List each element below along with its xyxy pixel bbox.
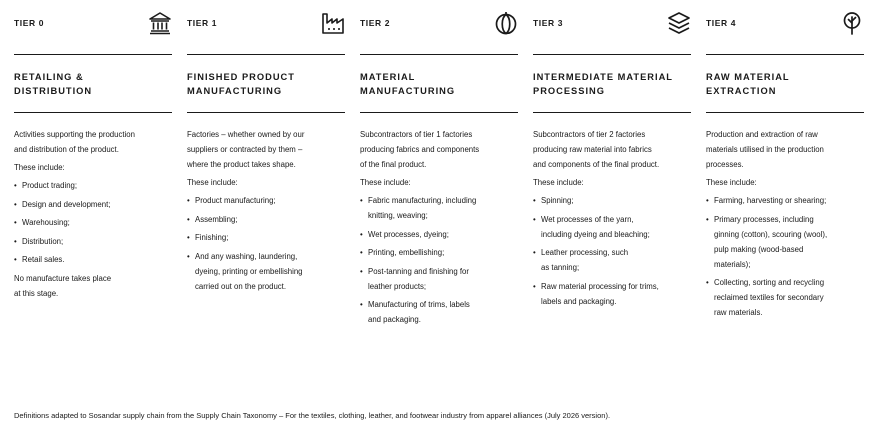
tier-heading: RAW MATERIAL EXTRACTION	[706, 72, 790, 96]
includes-list	[706, 193, 864, 320]
cotton-boll-icon	[494, 11, 518, 35]
tier-description	[533, 127, 691, 312]
top-divider	[706, 54, 864, 55]
list-item: • Post-tanning and finishing for leather products;	[360, 264, 518, 294]
heading-divider	[187, 112, 345, 113]
list-item: • Wet processes of the yarn, including dyeing and bleaching;	[533, 212, 691, 242]
includes-label: These include:	[187, 178, 238, 187]
list-item: • Primary processes, including ginning (cotton), scouring (wool), pulp making (wood-based materials);	[706, 212, 864, 272]
tier-4-column	[706, 0, 864, 400]
tier-heading: FINISHED PRODUCT MANUFACTURING	[187, 72, 295, 96]
includes-label: These include:	[14, 163, 65, 172]
tier-header	[187, 10, 345, 36]
note-text: No manufacture takes place at this stage.	[14, 273, 112, 298]
includes-label: These include:	[706, 178, 757, 187]
tier-2-column	[360, 0, 518, 400]
list-item: • Assembling;	[187, 212, 345, 227]
list-item: • Wet processes, dyeing;	[360, 227, 518, 242]
list-item: • Leather processing, such as tanning;	[533, 245, 691, 275]
top-divider	[187, 54, 345, 55]
list-item: • And any washing, laundering, dyeing, printing or embellishing carried out on the product.	[187, 249, 345, 294]
tier-label: TIER 2	[360, 18, 391, 28]
includes-label: These include:	[360, 178, 411, 187]
heading-divider	[533, 112, 691, 113]
tier-columns	[14, 0, 865, 400]
includes-list	[187, 193, 345, 294]
list-item: • Design and development;	[14, 197, 172, 212]
factory-icon	[321, 11, 345, 35]
top-divider	[360, 54, 518, 55]
intro-text: Subcontractors of tier 1 factories producing fabrics and components of the final product.	[360, 130, 480, 169]
tier-description	[360, 127, 518, 331]
list-item: • Spinning;	[533, 193, 691, 208]
bank-building-icon	[148, 11, 172, 35]
source-footnote: Definitions adapted to Sosandar supply chain from the Supply Chain Taxonomy – For the textiles, clothing, leather, and footwear industry from apparel alliances (July 2026 version).	[14, 411, 611, 420]
includes-list	[14, 178, 172, 267]
list-item: • Fabric manufacturing, including knitting, weaving;	[360, 193, 518, 223]
intro-text: Subcontractors of tier 2 factories producing raw material into fabrics and components of the final product.	[533, 130, 660, 169]
list-item: • Product trading;	[14, 178, 172, 193]
tier-description	[14, 127, 172, 304]
tier-heading: MATERIAL MANUFACTURING	[360, 72, 456, 96]
list-item: • Warehousing;	[14, 215, 172, 230]
tier-header	[14, 10, 172, 36]
tier-header	[360, 10, 518, 36]
tier-3-column	[533, 0, 691, 400]
list-item: • Printing, embellishing;	[360, 245, 518, 260]
list-item: • Collecting, sorting and recycling reclaimed textiles for secondary raw materials.	[706, 275, 864, 320]
includes-label: These include:	[533, 178, 584, 187]
list-item: • Raw material processing for trims, labels and packaging.	[533, 279, 691, 309]
intro-text: Activities supporting the production and distribution of the product.	[14, 130, 135, 154]
top-divider	[533, 54, 691, 55]
list-item: • Product manufacturing;	[187, 193, 345, 208]
heading-divider	[360, 112, 518, 113]
list-item: • Distribution;	[14, 234, 172, 249]
tier-label: TIER 0	[14, 18, 45, 28]
tier-label: TIER 4	[706, 18, 737, 28]
tier-header	[533, 10, 691, 36]
plant-sprout-icon	[840, 11, 864, 35]
tier-label: TIER 1	[187, 18, 218, 28]
top-divider	[14, 54, 172, 55]
layers-icon	[667, 11, 691, 35]
list-item: • Retail sales.	[14, 252, 172, 267]
includes-list	[533, 193, 691, 309]
tier-header	[706, 10, 864, 36]
tier-1-column	[187, 0, 345, 400]
list-item: • Manufacturing of trims, labels and packaging.	[360, 297, 518, 327]
includes-list	[360, 193, 518, 327]
tier-description	[706, 127, 864, 324]
tier-description	[187, 127, 345, 297]
heading-divider	[706, 112, 864, 113]
heading-divider	[14, 112, 172, 113]
intro-text: Factories – whether owned by our suppliers or contracted by them – where the product takes shape.	[187, 130, 305, 169]
list-item: • Farming, harvesting or shearing;	[706, 193, 864, 208]
tier-0-column	[14, 0, 172, 400]
list-item: • Finishing;	[187, 230, 345, 245]
tier-heading: INTERMEDIATE MATERIAL PROCESSING	[533, 72, 673, 96]
intro-text: Production and extraction of raw materials utilised in the production processes.	[706, 130, 824, 169]
tier-heading: RETAILING & DISTRIBUTION	[14, 72, 93, 96]
tier-label: TIER 3	[533, 18, 564, 28]
